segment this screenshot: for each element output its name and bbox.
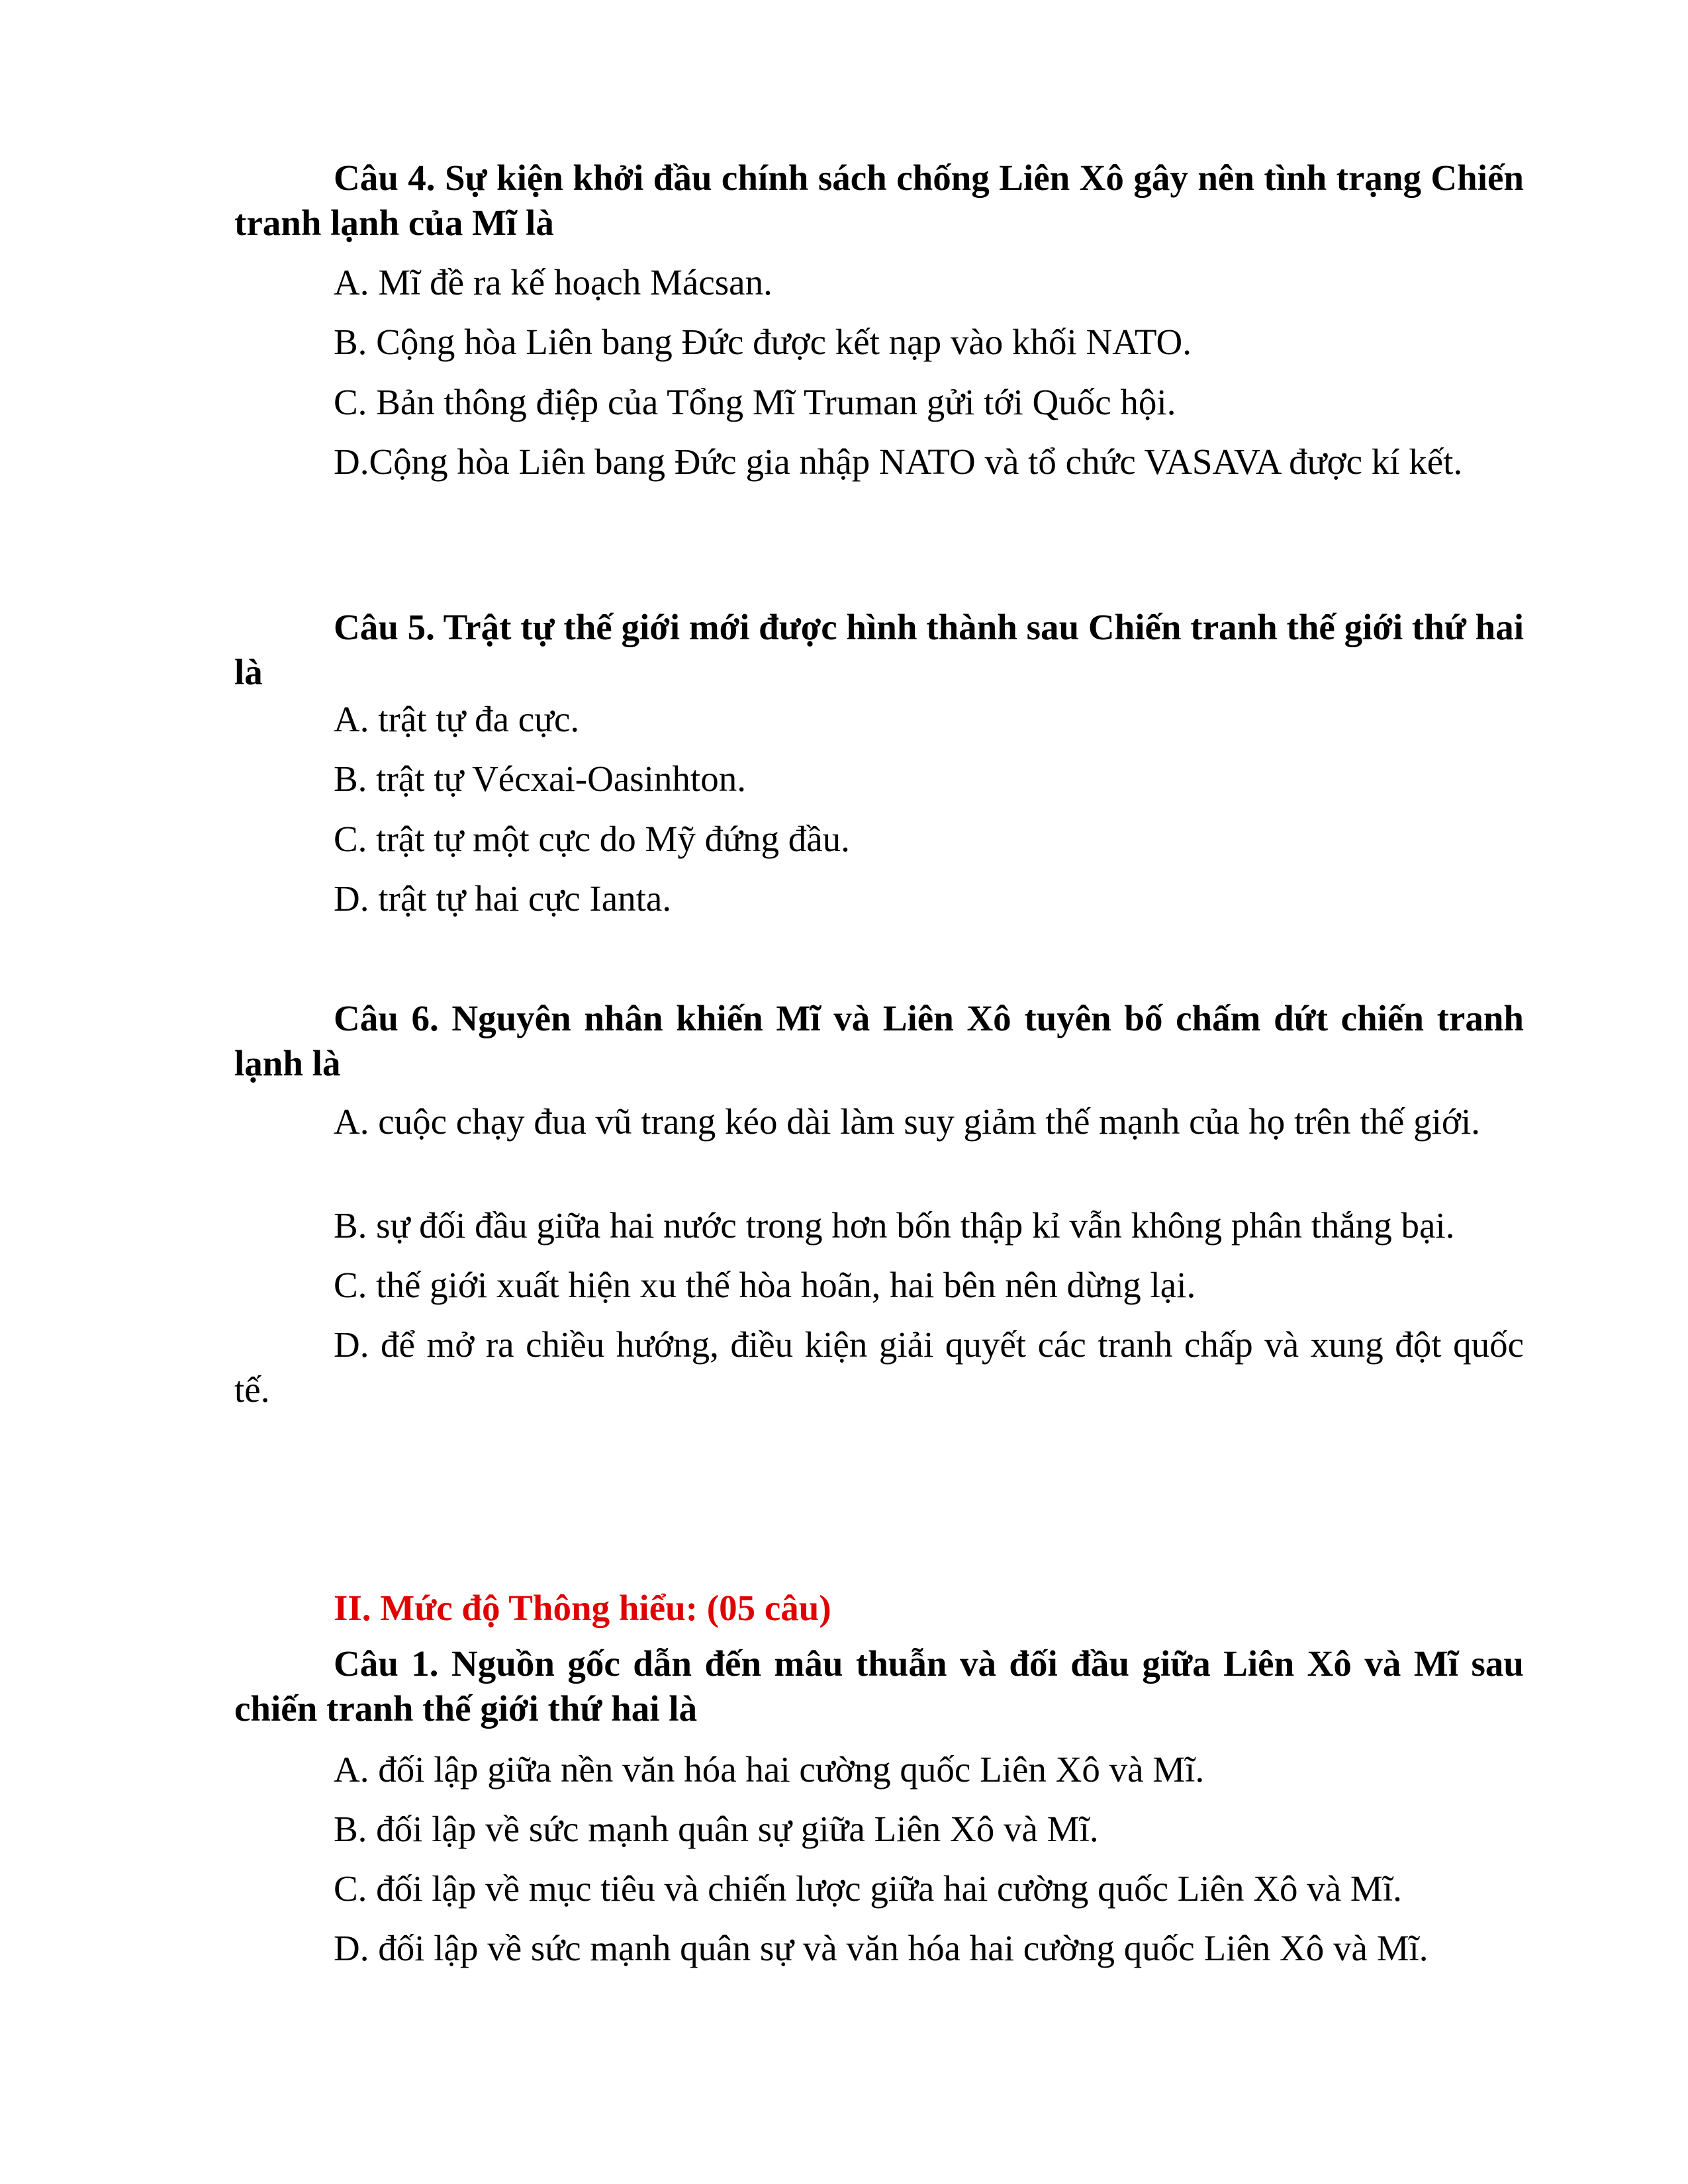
question-5-title: Câu 5. Trật tự thế giới mới được hình thành sau Chiến tranh thế giới thứ hai là bbox=[234, 607, 1524, 692]
question-6-option-b: B. sự đối đầu giữa hai nước trong hơn bốn thập kỉ vẫn không phân thắng bại. bbox=[334, 1205, 1455, 1246]
question-5-option-c: C. trật tự một cực do Mỹ đứng đầu. bbox=[334, 819, 850, 859]
question-4-option-c: C. Bản thông điệp của Tổng Mĩ Truman gửi tới Quốc hội. bbox=[334, 382, 1176, 422]
section-heading: II. Mức độ Thông hiểu: (05 câu) bbox=[334, 1588, 831, 1628]
question-6-option-c: C. thế giới xuất hiện xu thế hòa hoãn, hai bên nên dừng lại. bbox=[334, 1265, 1196, 1305]
question-6-title: Câu 6. Nguyên nhân khiến Mĩ và Liên Xô tuyên bố chấm dứt chiến tranh lạnh là bbox=[234, 998, 1524, 1083]
question-5-option-d: D. trật tự hai cực Ianta. bbox=[334, 878, 672, 919]
question-4-option-a: A. Mĩ đề ra kế hoạch Mácsan. bbox=[334, 262, 773, 302]
question-6-option-d: D. để mở ra chiều hướng, điều kiện giải quyết các tranh chấp và xung đột quốc tế. bbox=[234, 1324, 1524, 1410]
section2-question-1-option-a: A. đối lập giữa nền văn hóa hai cường quốc Liên Xô và Mĩ. bbox=[334, 1749, 1205, 1790]
question-4-option-b: B. Cộng hòa Liên bang Đức được kết nạp vào khối NATO. bbox=[334, 322, 1192, 362]
question-5-option-a: A. trật tự đa cực. bbox=[334, 699, 580, 739]
section2-question-1-option-c: C. đối lập về mục tiêu và chiến lược giữa hai cường quốc Liên Xô và Mĩ. bbox=[334, 1868, 1402, 1909]
section2-question-1-option-b: B. đối lập về sức mạnh quân sự giữa Liên Xô và Mĩ. bbox=[334, 1809, 1099, 1849]
question-5-option-b: B. trật tự Vécxai-Oasinhton. bbox=[334, 758, 746, 799]
question-6-option-a: A. cuộc chạy đua vũ trang kéo dài làm suy giảm thế mạnh của họ trên thế giới. bbox=[334, 1101, 1481, 1142]
section2-question-1-option-d: D. đối lập về sức mạnh quân sự và văn hóa hai cường quốc Liên Xô và Mĩ. bbox=[334, 1928, 1429, 1968]
question-4-option-d: D.Cộng hòa Liên bang Đức gia nhập NATO và tổ chức VASAVA được kí kết. bbox=[334, 441, 1463, 482]
section2-question-1-title: Câu 1. Nguồn gốc dẫn đến mâu thuẫn và đối đầu giữa Liên Xô và Mĩ sau chiến tranh thế giới thứ hai là bbox=[234, 1643, 1524, 1729]
question-4-title: Câu 4. Sự kiện khởi đầu chính sách chống Liên Xô gây nên tình trạng Chiến tranh lạnh của Mĩ là bbox=[234, 158, 1524, 243]
